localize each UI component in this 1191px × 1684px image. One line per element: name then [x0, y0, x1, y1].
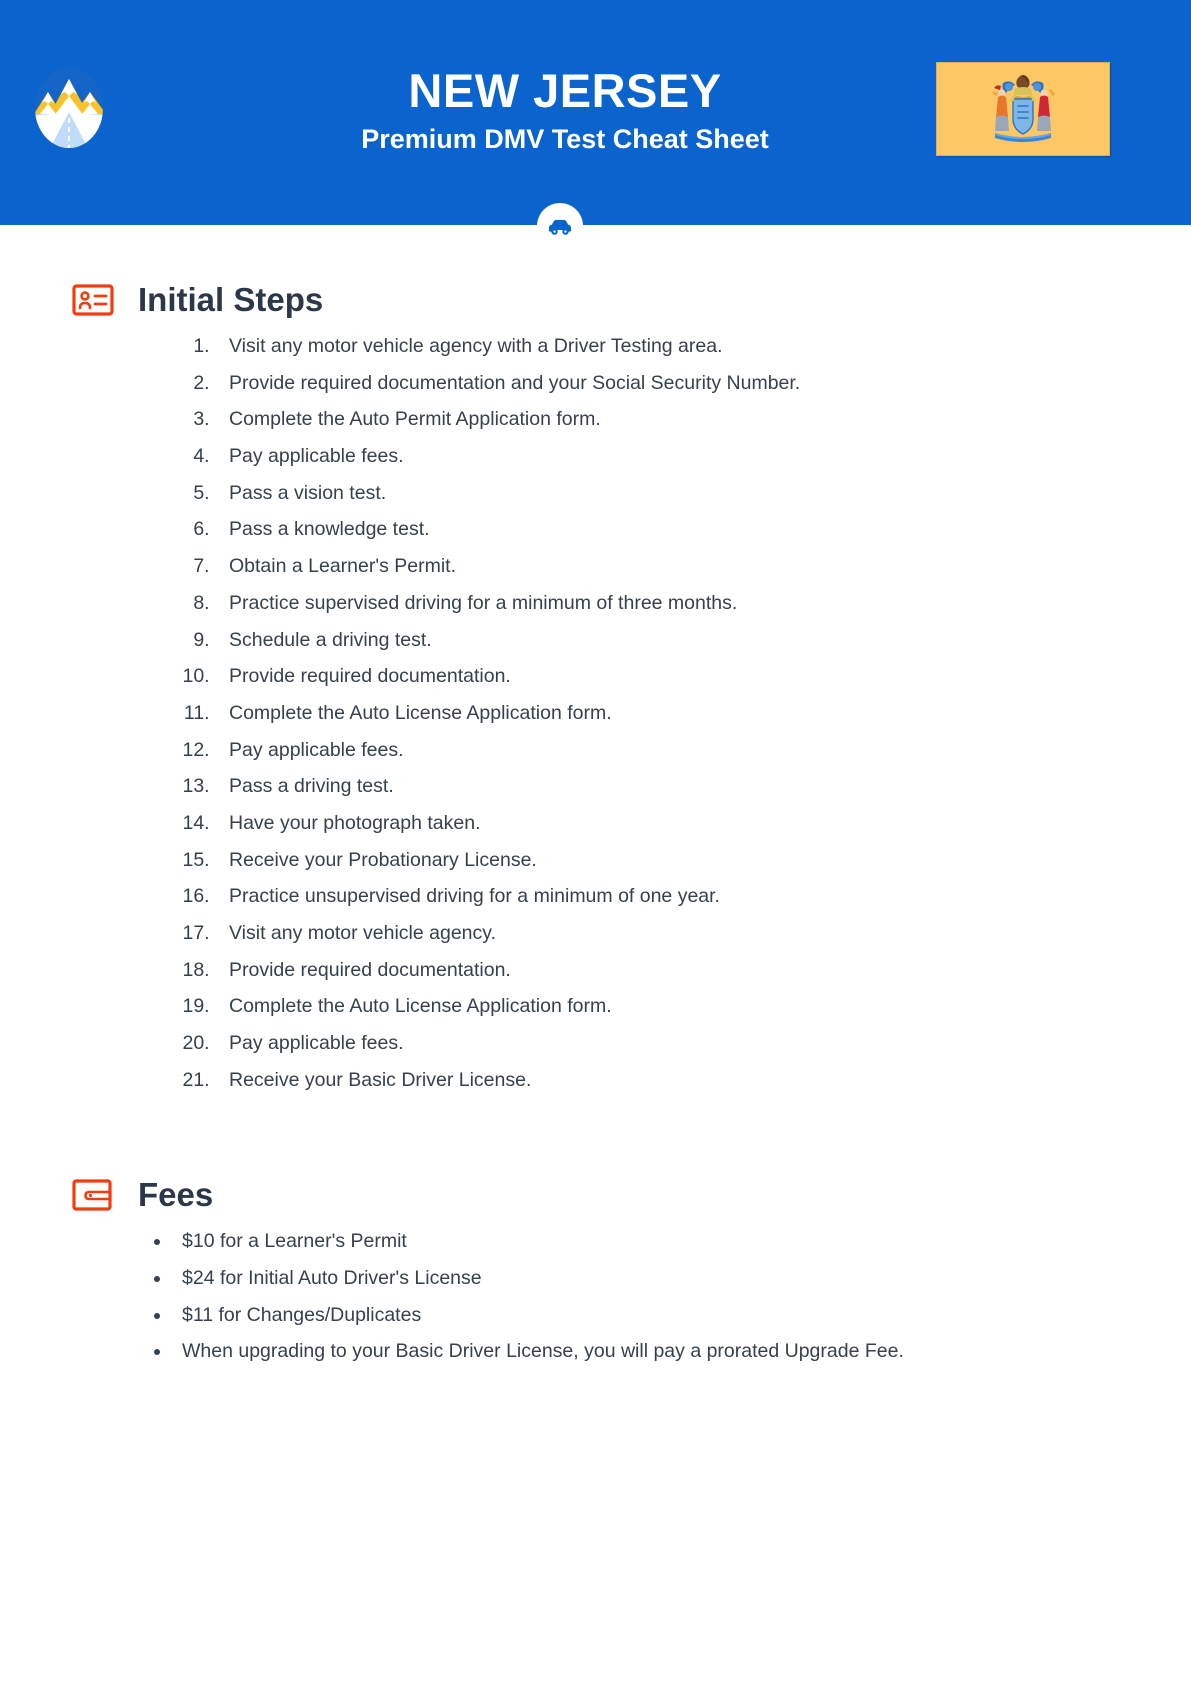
list-item: 20. Pay applicable fees. — [215, 1034, 1131, 1054]
page-content — [0, 277, 1191, 1362]
list-item: 2. Provide required documentation and your Social Security Number. — [215, 374, 1131, 394]
wallet-icon — [70, 1172, 116, 1218]
list-item: 16. Practice unsupervised driving for a minimum of one year. — [215, 887, 1131, 907]
car-icon — [546, 212, 574, 240]
list-item: 6. Pass a knowledge test. — [215, 520, 1131, 540]
new-jersey-coat-of-arms-icon — [985, 71, 1061, 147]
list-item: 9. Schedule a driving test. — [215, 631, 1131, 651]
fees-list — [60, 1232, 1131, 1362]
page-header — [0, 0, 1191, 225]
section-title-initial-steps: Initial Steps — [138, 280, 324, 318]
page-subtitle: Premium DMV Test Cheat Sheet — [361, 124, 769, 155]
list-item: 11. Complete the Auto License Application form. — [215, 704, 1131, 724]
list-item: 14. Have your photograph taken. — [215, 814, 1131, 834]
list-item: 17. Visit any motor vehicle agency. — [215, 924, 1131, 944]
page-title: NEW JERSEY — [408, 64, 722, 117]
list-item: 5. Pass a vision test. — [215, 484, 1131, 504]
id-card-icon — [70, 277, 116, 323]
list-item: 13. Pass a driving test. — [215, 777, 1131, 797]
car-badge — [537, 203, 583, 249]
list-item: 1. Visit any motor vehicle agency with a Driver Testing area. — [215, 337, 1131, 357]
section-initial-steps — [0, 277, 1191, 1090]
mountain-road-badge-icon — [28, 62, 110, 154]
list-item: 4. Pay applicable fees. — [215, 447, 1131, 467]
new-jersey-flag — [936, 62, 1110, 156]
section-title-fees: Fees — [138, 1176, 214, 1214]
list-item: 15. Receive your Probationary License. — [215, 851, 1131, 871]
list-item: • $24 for Initial Auto Driver's License — [172, 1269, 1131, 1289]
list-item: • $10 for a Learner's Permit — [172, 1232, 1131, 1252]
section-fees — [0, 1172, 1191, 1362]
list-item: 12. Pay applicable fees. — [215, 741, 1131, 761]
section-header-initial-steps — [70, 277, 1131, 323]
section-header-fees — [70, 1172, 1131, 1218]
list-item: 18. Provide required documentation. — [215, 961, 1131, 981]
list-item: • When upgrading to your Basic Driver License, you will pay a prorated Upgrade Fee. — [172, 1342, 1131, 1362]
site-logo — [28, 62, 110, 154]
list-item: 3. Complete the Auto Permit Application form. — [215, 410, 1131, 430]
list-item: 10. Provide required documentation. — [215, 667, 1131, 687]
list-item: 7. Obtain a Learner's Permit. — [215, 557, 1131, 577]
list-item: 19. Complete the Auto License Application form. — [215, 997, 1131, 1017]
list-item: • $11 for Changes/Duplicates — [172, 1306, 1131, 1326]
list-item: 21. Receive your Basic Driver License. — [215, 1071, 1131, 1091]
list-item: 8. Practice supervised driving for a minimum of three months. — [215, 594, 1131, 614]
initial-steps-list — [60, 337, 1131, 1090]
